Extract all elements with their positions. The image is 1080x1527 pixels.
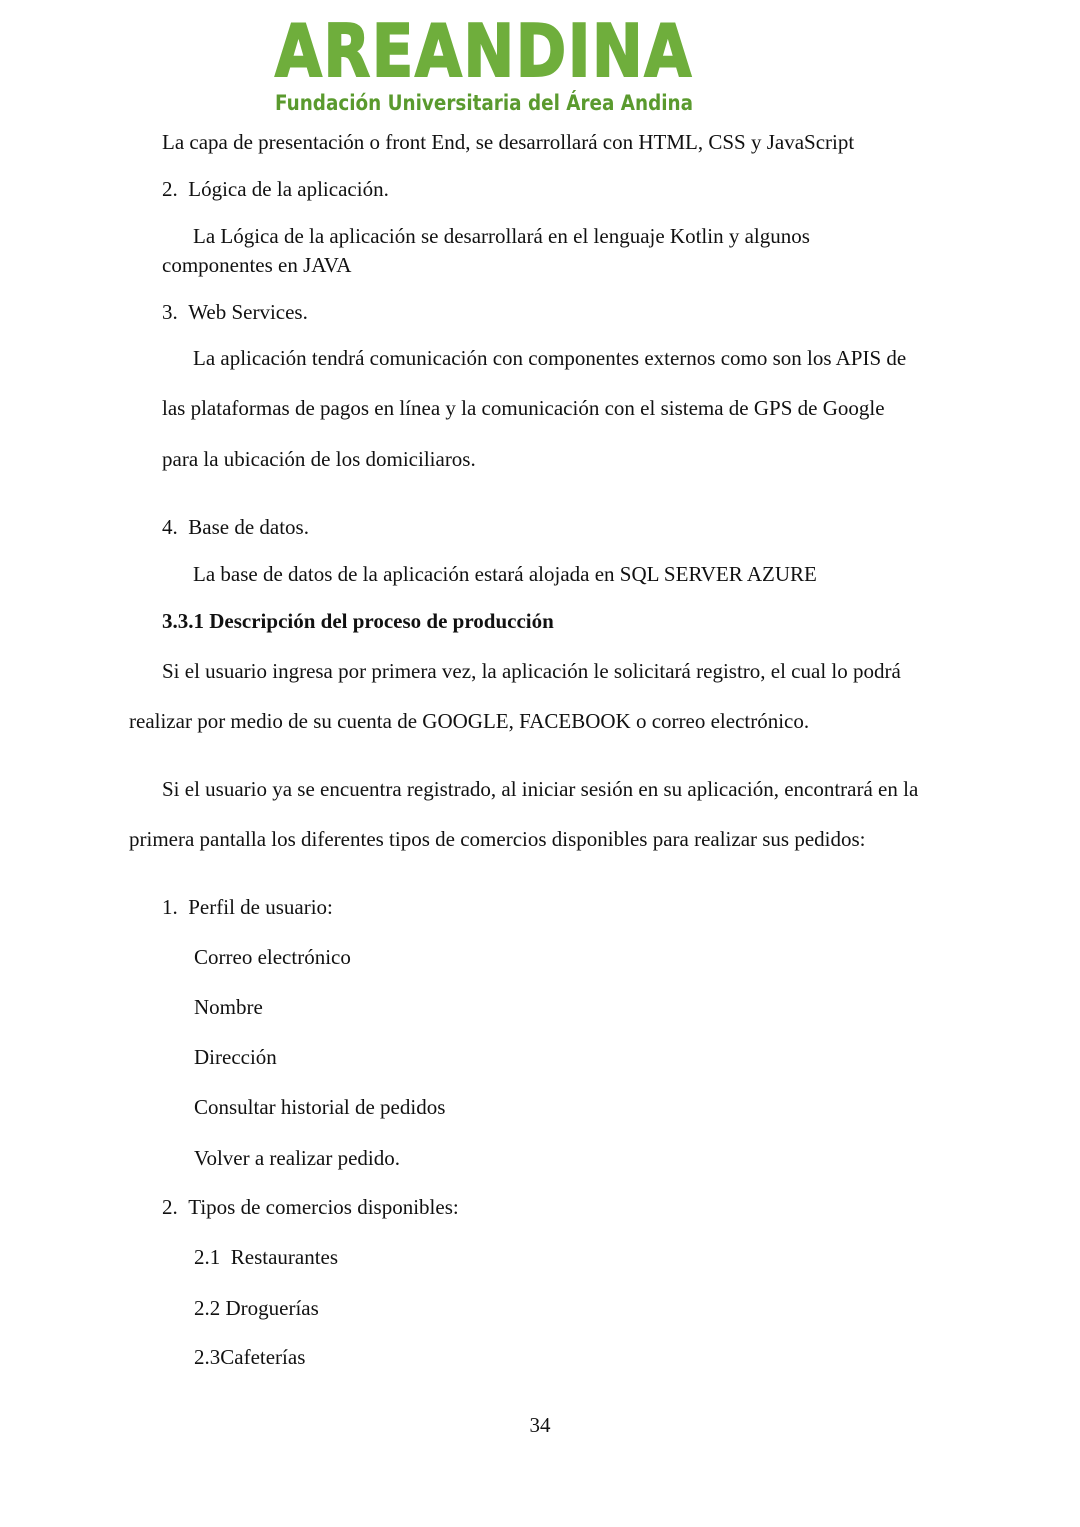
item-3-text-line-2: las plataformas de pagos en línea y la comunicación con el sistema de GPS de Google bbox=[162, 396, 885, 420]
section-heading: 3.3.1 Descripción del proceso de producción bbox=[162, 609, 554, 633]
item-3-text-line-1: La aplicación tendrá comunicación con componentes externos como son los APIS de bbox=[193, 346, 907, 370]
logo-subtitle: Fundación Universitaria del Área Andina bbox=[275, 91, 753, 115]
item-3-title: 3. Web Services. bbox=[162, 300, 308, 324]
logo-text: AREANDINA bbox=[275, 9, 693, 93]
list-1-item: Nombre bbox=[194, 995, 263, 1019]
paragraph-1-line-2: realizar por medio de su cuenta de GOOGLE, FACEBOOK o correo electrónico. bbox=[129, 709, 810, 733]
item-2-text-line-1: La Lógica de la aplicación se desarrollará en el lenguaje Kotlin y algunos bbox=[193, 224, 810, 248]
list-1-title: 1. Perfil de usuario: bbox=[162, 895, 333, 919]
list-2-item: 2.3Cafeterías bbox=[194, 1345, 306, 1369]
list-1-item: Volver a realizar pedido. bbox=[194, 1146, 401, 1170]
item-2-text-line-2: componentes en JAVA bbox=[162, 253, 352, 277]
logo bbox=[0, 0, 1080, 125]
areandina-logo-graphic bbox=[0, 0, 1080, 125]
intro-text: La capa de presentación o front End, se desarrollará con HTML, CSS y JavaScript bbox=[162, 130, 855, 154]
list-2-item: 2.2 Droguerías bbox=[194, 1296, 319, 1320]
item-4-title: 4. Base de datos. bbox=[162, 515, 309, 539]
page-number: 34 bbox=[529, 1413, 551, 1437]
list-1-item: Consultar historial de pedidos bbox=[194, 1095, 446, 1119]
paragraph-2-line-1: Si el usuario ya se encuentra registrado, al iniciar sesión en su aplicación, encontrará en la bbox=[162, 777, 919, 801]
list-2-item: 2.1 Restaurantes bbox=[194, 1245, 339, 1269]
list-1-item: Dirección bbox=[194, 1045, 277, 1069]
list-1-item: Correo electrónico bbox=[194, 945, 351, 969]
item-2-title: 2. Lógica de la aplicación. bbox=[162, 177, 389, 201]
list-2-title: 2. Tipos de comercios disponibles: bbox=[162, 1195, 459, 1219]
paragraph-2-line-2: primera pantalla los diferentes tipos de comercios disponibles para realizar sus pedidos: bbox=[129, 827, 866, 851]
item-3-text-line-3: para la ubicación de los domiciliaros. bbox=[162, 447, 476, 471]
item-4-text: La base de datos de la aplicación estará alojada en SQL SERVER AZURE bbox=[193, 562, 817, 586]
paragraph-1-line-1: Si el usuario ingresa por primera vez, la aplicación le solicitará registro, el cual lo podrá bbox=[162, 659, 901, 683]
